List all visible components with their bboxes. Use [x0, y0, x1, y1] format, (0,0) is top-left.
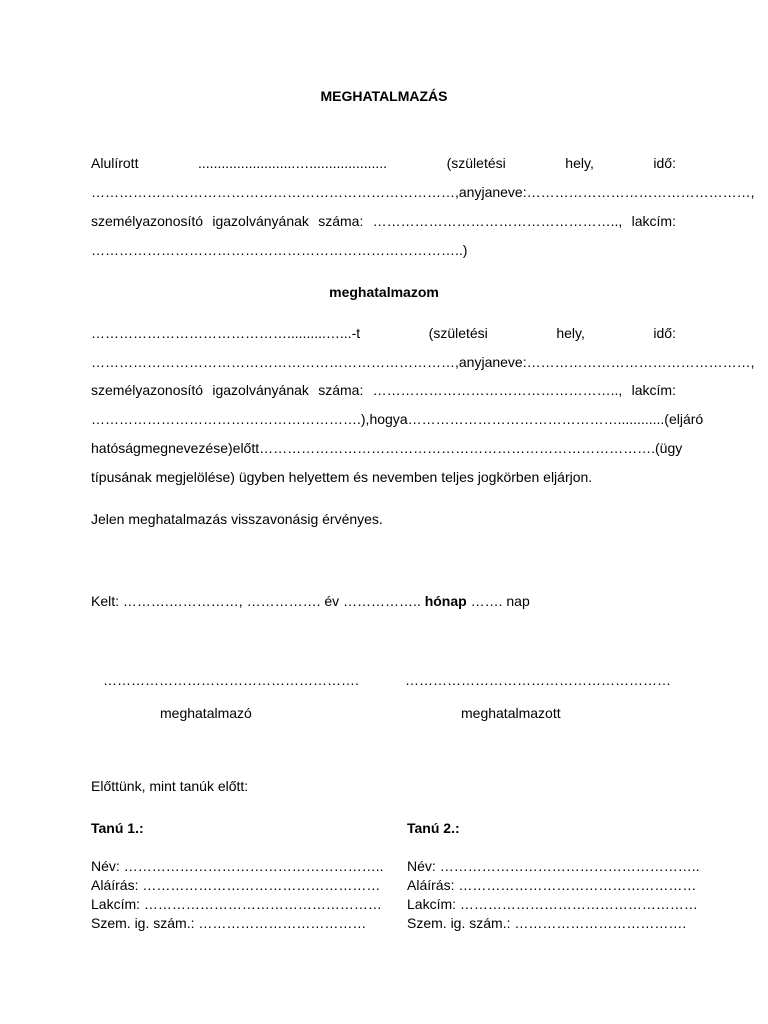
- p2-word: a: [399, 411, 408, 427]
- p2-word: személyazonosító: [91, 382, 204, 398]
- p1-word: idő:: [653, 155, 676, 171]
- date-day-dots: …….: [470, 593, 503, 609]
- field-label: Szem. ig. szám.:: [407, 915, 511, 931]
- p1-word: igazolványának: [212, 213, 309, 229]
- p1-dots: …………………………………………,: [526, 184, 755, 200]
- date-prefix: Kelt: ……….……………, ……………. év: [91, 593, 340, 609]
- field-label: Szem. ig. szám.:: [91, 915, 195, 931]
- p2-word: hely,: [556, 325, 585, 341]
- signature-label-left: meghatalmazó: [160, 705, 252, 721]
- p2-dots: ……………………………………………………………………,: [91, 354, 459, 370]
- p1-word: személyazonosító: [91, 213, 204, 229]
- p1-line-3: [91, 213, 676, 229]
- p1-line-1: [91, 155, 676, 171]
- p2-dots: ……………………………………………..,: [372, 382, 623, 398]
- witness-field: [91, 914, 383, 933]
- document-title: MEGHATALMAZÁS: [320, 88, 448, 104]
- meghatalmazom-heading: meghatalmazom: [329, 284, 439, 300]
- p2-word: (eljáró: [664, 411, 704, 427]
- field-label: Aláírás:: [407, 877, 455, 893]
- witness-field: [91, 895, 383, 914]
- p1-word: lakcím:: [631, 213, 676, 229]
- date-line: [91, 593, 530, 609]
- field-label: Aláírás:: [91, 877, 139, 893]
- signature-label-right: meghatalmazott: [461, 705, 561, 721]
- p2-word: ),: [360, 411, 370, 427]
- witness-2-heading: Tanú 2.:: [407, 820, 460, 836]
- p1-line-4: ……………………………………………………………………..): [91, 242, 468, 258]
- field-label: Lakcím:: [91, 896, 141, 912]
- p2-word: (születési: [428, 325, 488, 341]
- p2-word: anyja: [458, 354, 493, 370]
- validity-sentence: Jelen meghatalmazás visszavonásig érvényes.: [91, 511, 383, 527]
- p2-word: megnevezése): [140, 440, 233, 456]
- p2-word: neve:: [492, 354, 527, 370]
- p2-dots: ………………………………………............: [407, 411, 665, 427]
- witness-field: [407, 895, 699, 914]
- p2-word: idő:: [653, 325, 676, 341]
- date-day-label: nap: [506, 593, 530, 609]
- p2-word: (ügy: [655, 440, 683, 456]
- witness-1-heading: Tanú 1.:: [91, 820, 144, 836]
- field-dots: ……………………………….: [514, 915, 687, 931]
- p2-line-4: [91, 411, 704, 427]
- field-dots: ……………………………………………: [458, 877, 697, 893]
- p1-word: (születési: [446, 155, 506, 171]
- witness-field: [91, 876, 383, 895]
- p2-word: igazolványának: [212, 382, 309, 398]
- p2-dots: ………………………………………………….: [91, 411, 361, 427]
- field-label: Név:: [91, 858, 120, 874]
- p2-dots: ………………………………………………………………………….: [259, 440, 656, 456]
- p2-line-3: [91, 382, 676, 398]
- field-dots: ……………………………………………: [459, 896, 698, 912]
- field-dots: ………………………………………………..: [439, 858, 700, 874]
- witness-field: [91, 857, 383, 876]
- date-month-label: hónap: [424, 593, 467, 609]
- p2-line-6: típusának megjelölése) ügyben helyettem és nevemben teljes jogkörben eljárjon.: [91, 469, 593, 485]
- p1-dots: .........................…....................: [198, 155, 388, 171]
- p1-word: anyja: [458, 184, 493, 200]
- p2-line-5: [91, 440, 683, 456]
- p2-word: lakcím:: [631, 382, 676, 398]
- p1-word: hely,: [565, 155, 594, 171]
- p2-line-1: [91, 325, 676, 341]
- p1-dots: ……………………………………………..,: [372, 213, 623, 229]
- date-month-dots: ……………..: [343, 593, 421, 609]
- witness-1-fields: [91, 857, 383, 933]
- witness-2-fields: [407, 857, 699, 933]
- signature-line-right: …………………………………………………: [405, 672, 671, 688]
- field-label: Név:: [407, 858, 436, 874]
- witness-intro: Előttünk, mint tanúk előtt:: [91, 778, 249, 794]
- field-dots: ……………………………………………: [143, 896, 382, 912]
- field-label: Lakcím:: [407, 896, 457, 912]
- witness-field: [407, 914, 699, 933]
- p2-word: hogy: [369, 411, 400, 427]
- p1-dots: ……………………………………………………………………,: [91, 184, 459, 200]
- p1-line-2: [91, 184, 755, 200]
- witness-field: [407, 876, 699, 895]
- p1-word: neve:: [492, 184, 527, 200]
- p1-word: száma:: [318, 213, 364, 229]
- field-dots: ………………………………………………..: [123, 858, 384, 874]
- p1-word: Alulírott: [91, 155, 139, 171]
- p2-dots: ……………………………………..........…...-t: [91, 325, 361, 341]
- signature-line-left: ……………………………………………….: [103, 672, 359, 688]
- witness-field: [407, 857, 699, 876]
- p2-word: hatóság: [91, 440, 141, 456]
- p2-line-2: [91, 354, 755, 370]
- field-dots: ………………………………: [198, 915, 367, 931]
- field-dots: ……………………………………………: [142, 877, 381, 893]
- p2-word: előtt: [232, 440, 260, 456]
- p2-dots: …………………………………………,: [526, 354, 755, 370]
- p2-word: száma:: [318, 382, 364, 398]
